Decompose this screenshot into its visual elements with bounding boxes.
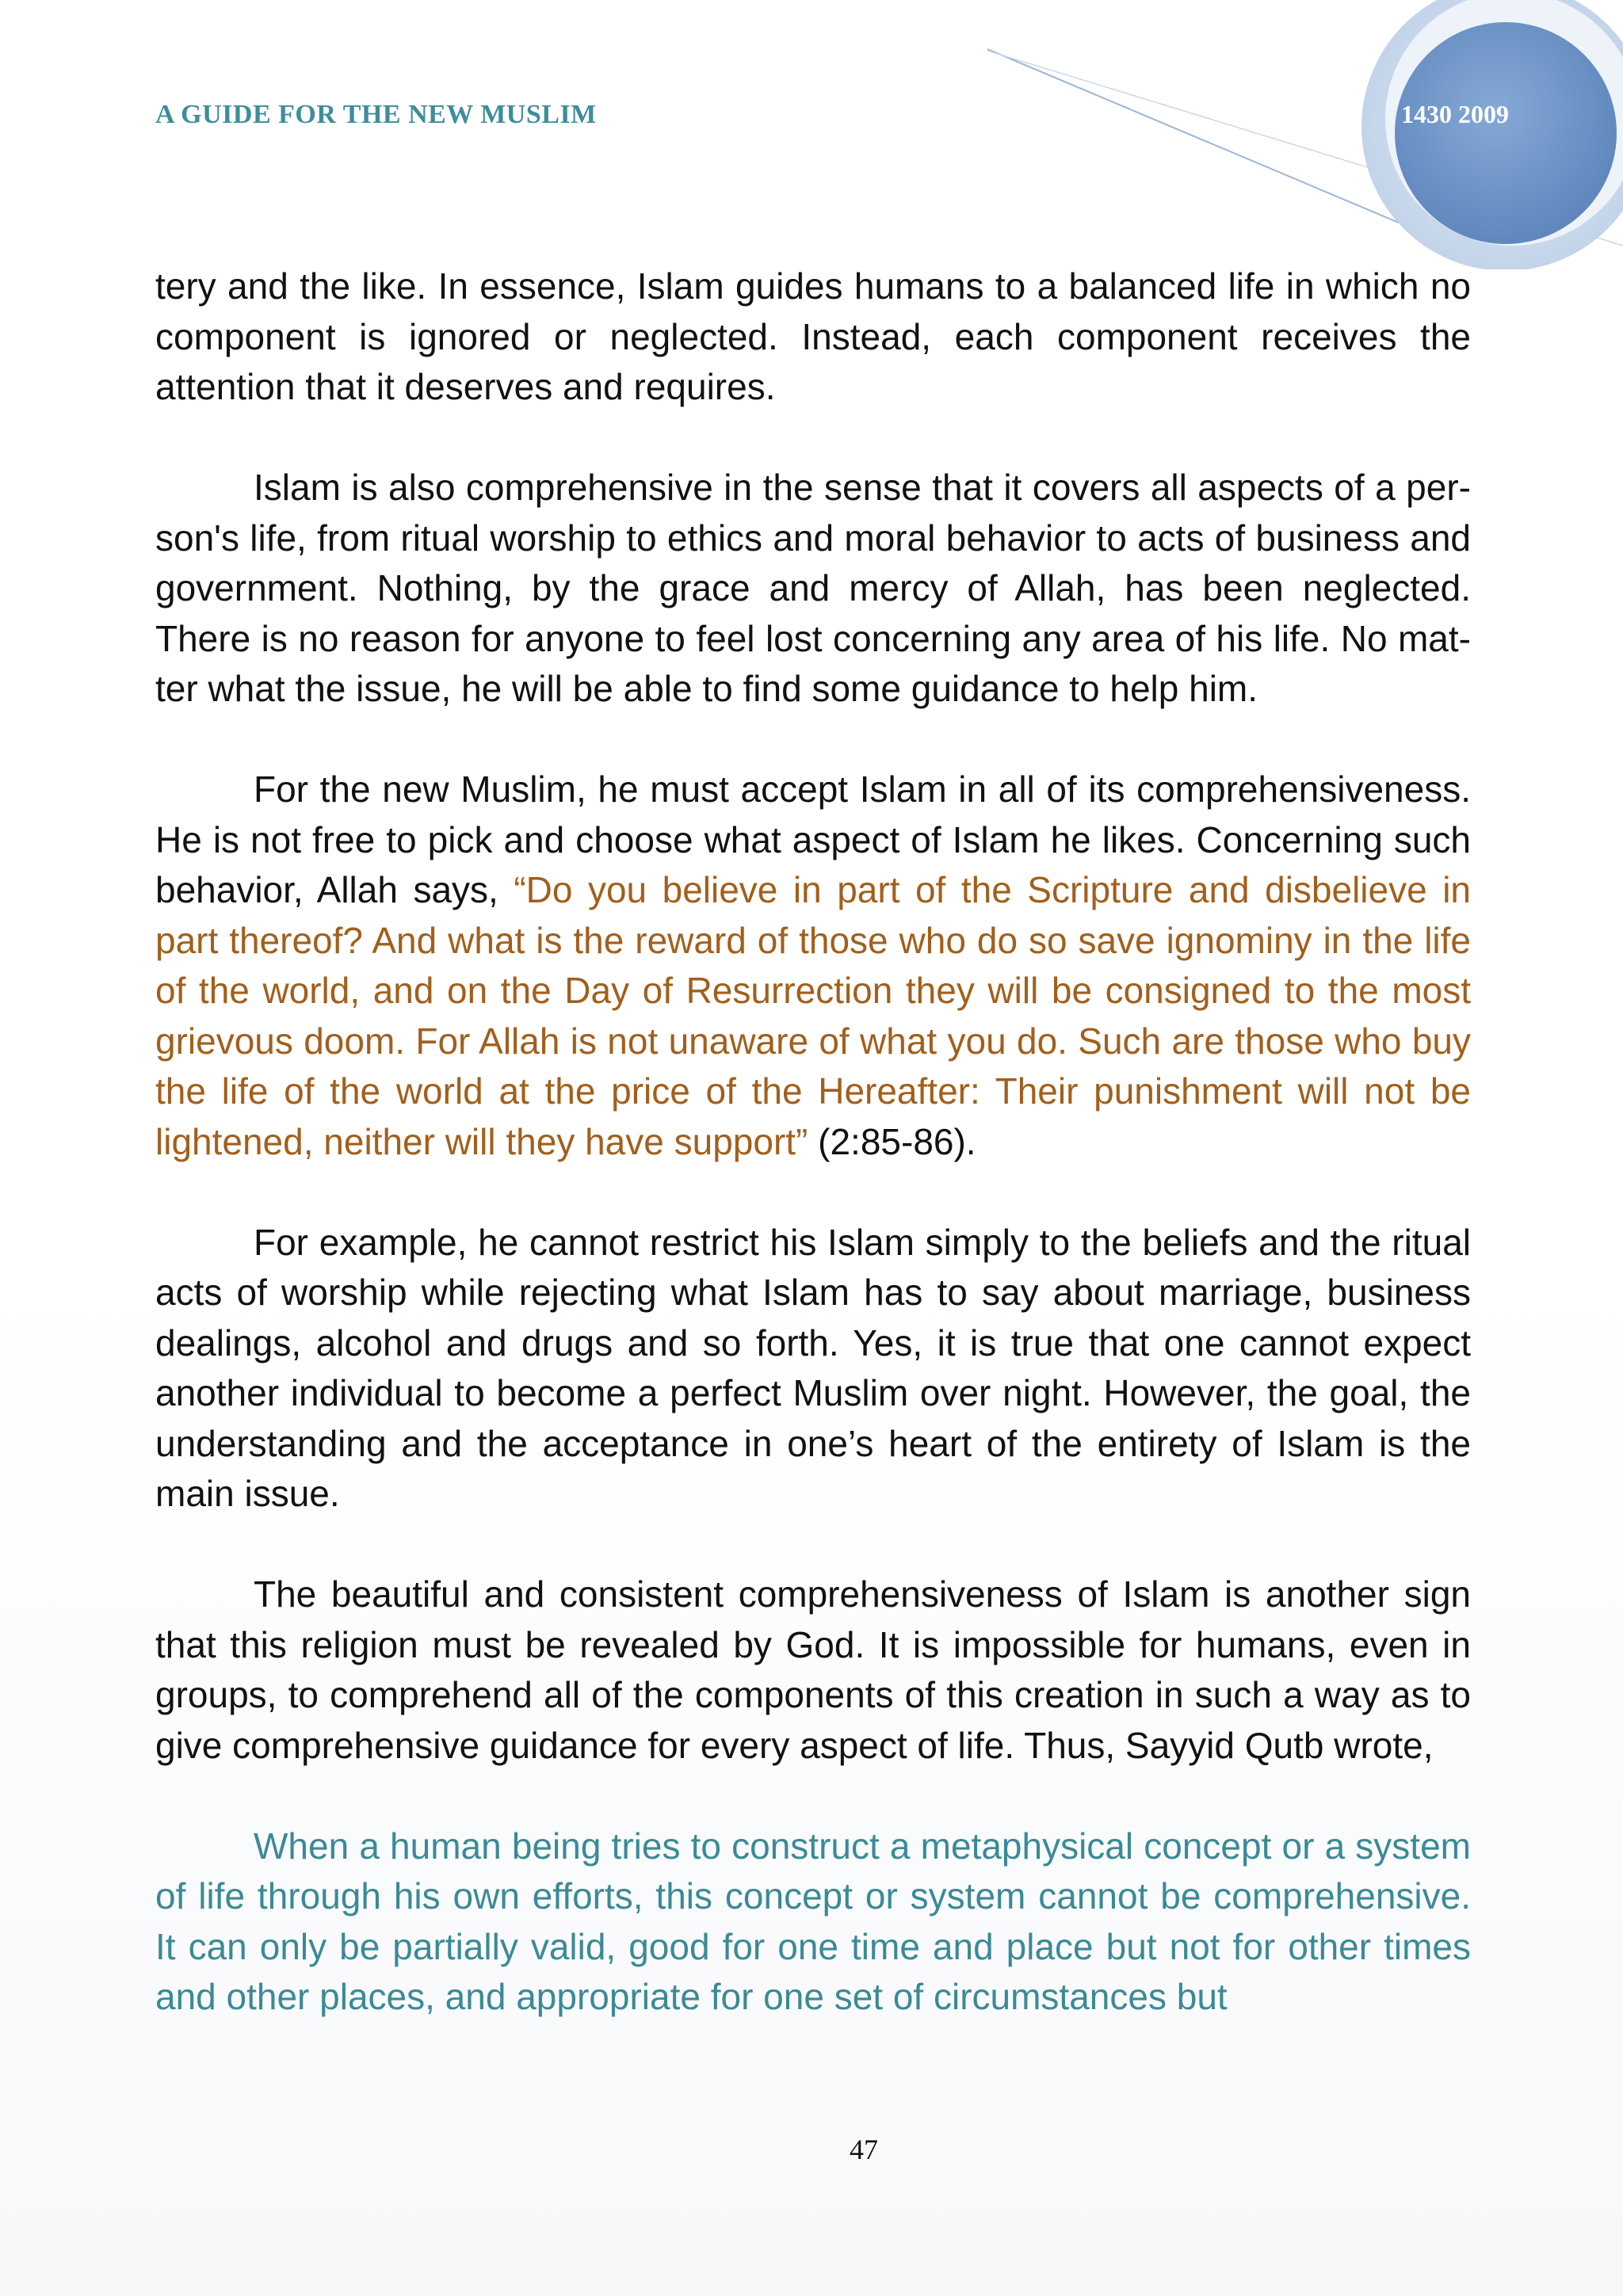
- body-text: [155, 261, 1471, 2073]
- page-number: 47: [850, 2134, 878, 2165]
- paragraph: For example, he cannot restrict his Islam simply to the beliefs and the ritual acts of worship while rejecting what Islam has to say about marriage, business dealings, alcohol and drugs and so forth. Yes, it is true that one cannot expect another individual to become a perfect Muslim over night. However, the goal, the understanding and the acceptance in one’s heart of the entirety of Islam is the main issue.: [155, 1221, 1471, 1514]
- running-header-year: 1430 2009: [1401, 100, 1509, 128]
- paragraph: The beautiful and consistent comprehensiveness of Islam is another sign that this religion must be revealed by God. It is impossible for humans, even in groups, to comprehend all of the components of this creation in such a way as to give comprehensive guidance for every aspect of life. Thus, Sayyid Qutb wrote,: [155, 1573, 1471, 1766]
- running-header-title: A GUIDE FOR THE NEW MUSLIM: [155, 100, 597, 129]
- verse-reference: (2:85-86).: [808, 1120, 976, 1162]
- paragraph: tery and the like. In essence, Islam guides humans to a balanced life in which no component is ignored or neglected. Instead, each component receives the attention that it deserves and requires.: [155, 265, 1471, 407]
- paragraph: Islam is also comprehensive in the sense that it covers all aspects of a person's life, from ritual worship to ethics and moral behavior to acts of business and government. Nothing, by the grace and mercy of Allah, has been neglected. There is no reason for anyone to feel lost concerning any area of his life. No matter what the issue, he will be able to find some guidance to help him.: [155, 467, 1471, 709]
- header-circle-graphic: [951, 0, 1623, 269]
- paragraph: [155, 765, 1471, 1167]
- block-quote: When a human being tries to construct a metaphysical concept or a system of life through his own efforts, this concept or system cannot be comprehensive. It can only be partially valid, good for one time and place but not for other times and other places, and appropriate for one set of circumstances but: [155, 1825, 1471, 2017]
- quran-quote: “Do you believe in part of the Scripture and disbelieve in part thereof? And what is the reward of those who do so save ignominy in the life of the world, and on the Day of Resurrection they will be consigned to the most grievous doom. For Allah is not unaware of what you do. Such are those who buy the life of the world at the price of the Hereafter: Their punishment will not be lightened, neither will they have support”: [155, 869, 1471, 1162]
- paragraph-intro: For the new Muslim, he must accept Islam in all of its comprehensiveness. He is not free to pick and choose what aspect of Islam he likes. Concerning such behavior, Allah says,: [155, 769, 1471, 910]
